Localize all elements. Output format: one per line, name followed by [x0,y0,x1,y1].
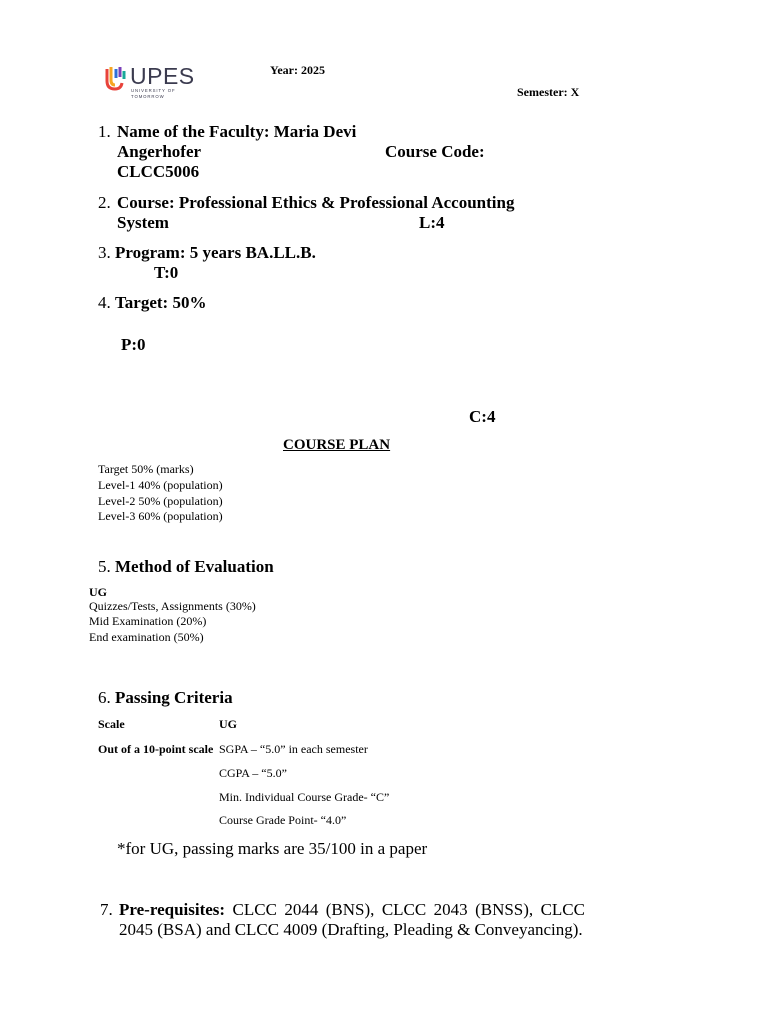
item-number-2: 2. [98,193,111,212]
course-plan-title: COURSE PLAN [283,437,391,453]
passing-scale-label: Out of a 10-point scale [98,742,214,756]
passing-note: *for UG, passing marks are 35/100 in a paper [117,839,428,858]
prerequisites-label: Pre-requisites: [119,900,226,919]
level-row: Level-2 50% (population) [98,494,223,508]
target-row: Target 50% (marks) [98,462,194,476]
logo-wordmark: UPES [130,63,195,89]
evaluation-row: Mid Examination (20%) [89,614,207,628]
passing-row: SGPA – “5.0” in each semester [219,742,368,756]
semester-label: Semester: X [517,85,580,99]
total-credits: C:4 [469,407,496,426]
passing-heading: 6. Passing Criteria [98,688,233,707]
passing-col-ug: UG [219,717,237,731]
level-row: Level-1 40% (population) [98,478,223,492]
upes-logo [104,63,196,97]
prerequisites-value: CLCC 2044 (BNS), CLCC 2043 (BNSS), CLCC 2045 (BSA) and CLCC 4009 (Drafting, Pleading & Conveyancing). [119,900,585,939]
evaluation-heading: 5. Method of Evaluation [98,557,274,576]
lecture-credits: L:4 [419,213,445,232]
upes-logo-mark-icon [104,63,130,93]
course-code-value: CLCC5006 [117,162,200,181]
practical-credits: P:0 [121,335,146,354]
item-number-3: 3. Program: 5 years BA.LL.B. [98,243,316,262]
item-number-7: 7. [100,900,113,919]
item-number-1: 1. [98,122,111,141]
tutorial-credits: T:0 [154,263,179,282]
passing-row: Course Grade Point- “4.0” [219,813,347,827]
evaluation-row: End examination (50%) [89,630,204,644]
year-label: Year: 2025 [270,63,325,77]
target-value: 50% [168,293,207,312]
program-label: Program: [115,243,186,262]
logo-tagline: UNIVERSITY OF TOMORROW [131,88,176,99]
course-name-line1: Course: Professional Ethics & Professional Accounting [117,193,515,212]
passing-col-scale: Scale [98,717,125,731]
level-row: Level-3 60% (population) [98,509,223,523]
prerequisites-text [119,900,585,940]
evaluation-row: Quizzes/Tests, Assignments (30%) [89,599,256,613]
faculty-name-line1: Name of the Faculty: Maria Devi [117,122,357,141]
evaluation-ug-label: UG [89,585,107,599]
program-value: 5 years BA.LL.B. [185,243,316,262]
item-number-4: 4. Target: 50% [98,293,207,312]
passing-row: CGPA – “5.0” [219,766,287,780]
course-name-line2: System [117,213,169,232]
faculty-name-line2: Angerhofer [117,142,202,161]
course-code-label: Course Code: [385,142,485,161]
target-label: Target: [115,293,169,312]
passing-row: Min. Individual Course Grade- “C” [219,790,390,804]
